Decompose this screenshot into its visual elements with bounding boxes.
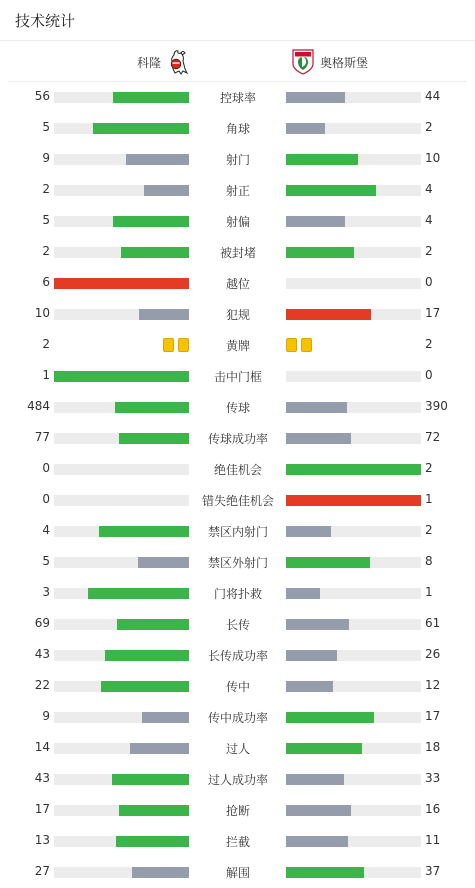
stat-row bbox=[0, 609, 475, 640]
away-bar-fill bbox=[286, 650, 337, 661]
away-team-name: 奥格斯堡 bbox=[320, 55, 369, 70]
away-bar-track bbox=[286, 619, 421, 630]
home-value: 22 bbox=[34, 678, 50, 692]
home-bar-track bbox=[54, 309, 189, 320]
home-value: 484 bbox=[27, 399, 50, 413]
stat-row bbox=[0, 702, 475, 733]
yellow-card-icon bbox=[163, 338, 174, 352]
away-bar-track bbox=[286, 123, 421, 134]
home-bar-fill bbox=[99, 526, 189, 537]
stat-label: 被封堵 bbox=[219, 246, 256, 260]
away-bar-track bbox=[286, 309, 421, 320]
home-bar-fill bbox=[105, 650, 189, 661]
home-bar-fill bbox=[132, 867, 189, 878]
away-bar-track bbox=[286, 774, 421, 785]
away-bar-fill bbox=[286, 867, 364, 878]
away-bar-fill bbox=[286, 495, 421, 506]
away-bar-track bbox=[286, 185, 421, 196]
away-value: 1 bbox=[425, 492, 433, 506]
away-bar-fill bbox=[286, 185, 376, 196]
away-value: 0 bbox=[425, 275, 433, 289]
away-value: 16 bbox=[425, 802, 441, 816]
stat-label: 禁区内射门 bbox=[207, 525, 268, 539]
home-bar-track bbox=[54, 743, 189, 754]
away-value: 18 bbox=[425, 740, 441, 754]
stat-label: 绝佳机会 bbox=[213, 463, 262, 477]
stat-row bbox=[0, 237, 475, 268]
away-bar-track bbox=[286, 557, 421, 568]
home-bar-track bbox=[54, 836, 189, 847]
stat-row bbox=[0, 764, 475, 795]
away-bar-track bbox=[286, 402, 421, 413]
stat-row bbox=[0, 113, 475, 144]
home-bar-fill bbox=[119, 433, 189, 444]
home-bar-track bbox=[54, 712, 189, 723]
home-value: 4 bbox=[42, 523, 50, 537]
home-bar-track bbox=[54, 774, 189, 785]
home-bar-fill bbox=[126, 154, 189, 165]
stat-row bbox=[0, 299, 475, 330]
home-bar-fill bbox=[121, 247, 189, 258]
koln-crest-icon bbox=[167, 49, 189, 75]
away-bar-track bbox=[286, 154, 421, 165]
away-value: 33 bbox=[425, 771, 441, 785]
away-bar-track bbox=[286, 92, 421, 103]
home-team[interactable] bbox=[137, 49, 189, 75]
home-value: 69 bbox=[34, 616, 50, 630]
home-bar-fill bbox=[117, 619, 189, 630]
stat-label: 拦截 bbox=[225, 835, 250, 849]
stat-row bbox=[0, 640, 475, 671]
away-bar-fill bbox=[286, 433, 351, 444]
stat-row bbox=[0, 857, 475, 888]
away-value: 12 bbox=[425, 678, 441, 692]
home-value: 1 bbox=[42, 368, 50, 382]
away-bar-track bbox=[286, 805, 421, 816]
away-value: 8 bbox=[425, 554, 433, 568]
away-value: 17 bbox=[425, 306, 441, 320]
home-bar-fill bbox=[115, 402, 189, 413]
away-bar-fill bbox=[286, 836, 348, 847]
home-bar-track bbox=[54, 185, 189, 196]
home-bar-fill bbox=[116, 836, 189, 847]
home-value: 2 bbox=[42, 337, 50, 351]
stat-row bbox=[0, 826, 475, 857]
away-bar-fill bbox=[286, 774, 344, 785]
home-bar-track bbox=[54, 495, 189, 506]
away-bar-fill bbox=[286, 619, 349, 630]
home-value: 2 bbox=[42, 244, 50, 258]
home-value: 0 bbox=[42, 461, 50, 475]
section-title: 技术统计 bbox=[15, 12, 76, 30]
stat-row bbox=[0, 361, 475, 392]
home-bar-fill bbox=[144, 185, 189, 196]
stat-label: 黄牌 bbox=[225, 339, 250, 353]
home-bar-track bbox=[54, 216, 189, 227]
home-bar-track bbox=[54, 588, 189, 599]
away-bar-fill bbox=[286, 712, 374, 723]
stats-list bbox=[0, 82, 475, 888]
home-bar-fill bbox=[93, 123, 189, 134]
away-bar-fill bbox=[286, 526, 331, 537]
away-bar-track bbox=[286, 743, 421, 754]
away-value: 11 bbox=[425, 833, 441, 847]
away-bar-track bbox=[286, 588, 421, 599]
stat-row bbox=[0, 733, 475, 764]
stat-label: 射偏 bbox=[225, 215, 250, 229]
away-value: 2 bbox=[425, 120, 433, 134]
away-bar-fill bbox=[286, 464, 421, 475]
home-bar-fill bbox=[113, 92, 189, 103]
home-bar-track bbox=[54, 464, 189, 475]
home-value: 43 bbox=[34, 647, 50, 661]
teams-header bbox=[8, 41, 467, 82]
stat-row bbox=[0, 671, 475, 702]
home-value: 77 bbox=[34, 430, 50, 444]
home-bar-track bbox=[54, 402, 189, 413]
home-value: 5 bbox=[42, 213, 50, 227]
away-value: 44 bbox=[425, 89, 441, 103]
home-bar-track bbox=[54, 123, 189, 134]
stat-label: 传球 bbox=[225, 401, 250, 415]
away-bar-fill bbox=[286, 123, 325, 134]
away-bar-track bbox=[286, 371, 421, 382]
stat-row bbox=[0, 82, 475, 113]
away-value: 10 bbox=[425, 151, 441, 165]
away-value: 2 bbox=[425, 461, 433, 475]
away-value: 17 bbox=[425, 709, 441, 723]
away-bar-track bbox=[286, 278, 421, 289]
stat-label: 传球成功率 bbox=[207, 432, 268, 446]
away-bar-track bbox=[286, 247, 421, 258]
away-bar-fill bbox=[286, 743, 362, 754]
stat-row bbox=[0, 330, 475, 361]
away-value: 0 bbox=[425, 368, 433, 382]
home-bar-fill bbox=[119, 805, 189, 816]
yellow-card-icon bbox=[178, 338, 189, 352]
home-bar-fill bbox=[139, 309, 189, 320]
stat-label: 射门 bbox=[225, 153, 250, 167]
away-bar-fill bbox=[286, 216, 345, 227]
stat-row bbox=[0, 454, 475, 485]
stat-label: 抢断 bbox=[225, 804, 250, 818]
away-value: 26 bbox=[425, 647, 441, 661]
stat-label: 射正 bbox=[225, 184, 250, 198]
home-value: 2 bbox=[42, 182, 50, 196]
away-yellow-cards bbox=[286, 338, 312, 352]
home-bar-fill bbox=[113, 216, 189, 227]
away-value: 72 bbox=[425, 430, 441, 444]
home-bar-fill bbox=[142, 712, 189, 723]
away-bar-track bbox=[286, 216, 421, 227]
home-bar-fill bbox=[101, 681, 189, 692]
stat-label: 传中 bbox=[225, 680, 250, 694]
away-bar-fill bbox=[286, 92, 345, 103]
away-value: 4 bbox=[425, 213, 433, 227]
home-bar-fill bbox=[138, 557, 189, 568]
away-bar-track bbox=[286, 681, 421, 692]
away-bar-track bbox=[286, 867, 421, 878]
home-bar-fill bbox=[54, 278, 189, 289]
stat-row bbox=[0, 423, 475, 454]
home-value: 5 bbox=[42, 554, 50, 568]
stat-row bbox=[0, 485, 475, 516]
away-team[interactable] bbox=[292, 49, 368, 75]
home-bar-track bbox=[54, 681, 189, 692]
home-bar-track bbox=[54, 557, 189, 568]
away-bar-track bbox=[286, 712, 421, 723]
stat-label: 传中成功率 bbox=[207, 711, 268, 725]
home-bar-track bbox=[54, 526, 189, 537]
stat-label: 错失绝佳机会 bbox=[201, 494, 274, 508]
stat-row bbox=[0, 392, 475, 423]
away-bar-fill bbox=[286, 588, 320, 599]
home-bar-track bbox=[54, 154, 189, 165]
home-value: 9 bbox=[42, 709, 50, 723]
away-value: 2 bbox=[425, 244, 433, 258]
stat-label: 角球 bbox=[225, 122, 250, 136]
home-bar-track bbox=[54, 805, 189, 816]
home-value: 10 bbox=[34, 306, 50, 320]
stat-label: 禁区外射门 bbox=[207, 556, 268, 570]
home-yellow-cards bbox=[163, 338, 189, 352]
home-bar-track bbox=[54, 247, 189, 258]
away-bar-fill bbox=[286, 557, 370, 568]
home-bar-track bbox=[54, 371, 189, 382]
stat-row bbox=[0, 144, 475, 175]
away-bar-track bbox=[286, 495, 421, 506]
away-bar-fill bbox=[286, 681, 333, 692]
home-bar-track bbox=[54, 867, 189, 878]
home-bar-fill bbox=[88, 588, 189, 599]
stat-label: 犯规 bbox=[225, 308, 250, 322]
stat-label: 控球率 bbox=[219, 91, 256, 105]
home-value: 56 bbox=[34, 89, 50, 103]
home-value: 0 bbox=[42, 492, 50, 506]
home-value: 14 bbox=[34, 740, 50, 754]
away-value: 37 bbox=[425, 864, 441, 878]
stat-row bbox=[0, 516, 475, 547]
away-bar-track bbox=[286, 650, 421, 661]
home-value: 27 bbox=[34, 864, 50, 878]
stat-label: 过人 bbox=[225, 742, 250, 756]
stat-row bbox=[0, 547, 475, 578]
away-bar-fill bbox=[286, 309, 371, 320]
home-value: 9 bbox=[42, 151, 50, 165]
away-value: 1 bbox=[425, 585, 433, 599]
away-value: 2 bbox=[425, 523, 433, 537]
stat-row bbox=[0, 206, 475, 237]
away-bar-fill bbox=[286, 247, 354, 258]
home-value: 43 bbox=[34, 771, 50, 785]
away-value: 4 bbox=[425, 182, 433, 196]
stat-label: 门将扑救 bbox=[213, 587, 262, 601]
stat-label: 越位 bbox=[225, 277, 250, 291]
home-team-name: 科隆 bbox=[136, 55, 161, 70]
home-value: 17 bbox=[34, 802, 50, 816]
home-value: 6 bbox=[42, 275, 50, 289]
away-value: 390 bbox=[425, 399, 448, 413]
away-bar-track bbox=[286, 526, 421, 537]
stat-row bbox=[0, 175, 475, 206]
stat-row bbox=[0, 578, 475, 609]
home-value: 13 bbox=[34, 833, 50, 847]
home-bar-track bbox=[54, 433, 189, 444]
away-bar-track bbox=[286, 464, 421, 475]
home-bar-track bbox=[54, 650, 189, 661]
yellow-card-icon bbox=[286, 338, 297, 352]
stat-row bbox=[0, 795, 475, 826]
away-value: 2 bbox=[425, 337, 433, 351]
away-bar-track bbox=[286, 836, 421, 847]
away-value: 61 bbox=[425, 616, 441, 630]
away-bar-fill bbox=[286, 154, 358, 165]
away-bar-track bbox=[286, 433, 421, 444]
home-bar-track bbox=[54, 619, 189, 630]
augsburg-crest-icon bbox=[292, 49, 314, 75]
yellow-card-icon bbox=[301, 338, 312, 352]
home-bar-fill bbox=[112, 774, 189, 785]
home-bar-fill bbox=[130, 743, 189, 754]
home-bar-track bbox=[54, 92, 189, 103]
away-bar-fill bbox=[286, 402, 347, 413]
home-value: 3 bbox=[42, 585, 50, 599]
section-header bbox=[0, 0, 475, 41]
home-bar-track bbox=[54, 278, 189, 289]
stat-label: 长传 bbox=[225, 618, 250, 632]
stat-label: 长传成功率 bbox=[207, 649, 268, 663]
stat-label: 过人成功率 bbox=[207, 773, 268, 787]
stat-label: 解围 bbox=[225, 866, 250, 880]
stat-label: 击中门框 bbox=[213, 370, 262, 384]
home-value: 5 bbox=[42, 120, 50, 134]
home-bar-fill bbox=[54, 371, 189, 382]
away-bar-fill bbox=[286, 805, 351, 816]
stat-row bbox=[0, 268, 475, 299]
